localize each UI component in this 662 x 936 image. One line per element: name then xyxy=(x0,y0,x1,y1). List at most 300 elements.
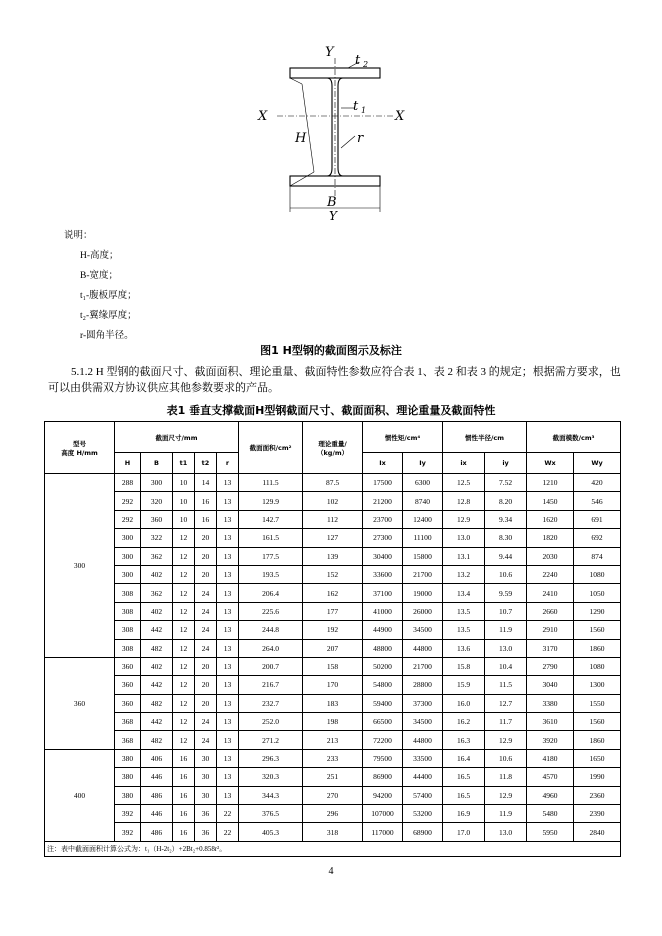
label-t1-sub: 1 xyxy=(361,106,367,115)
table-cell: 21700 xyxy=(403,565,443,583)
table-cell: 16 xyxy=(195,510,217,528)
table-cell: 225.6 xyxy=(239,602,303,620)
table-cell: 271.2 xyxy=(239,731,303,749)
table-cell: 198 xyxy=(303,713,363,731)
label-x-left: X xyxy=(258,109,268,124)
header-ix-moment: Ix xyxy=(363,453,403,474)
table-cell: 41000 xyxy=(363,602,403,620)
table-cell: 13 xyxy=(217,621,239,639)
table-cell: 11.8 xyxy=(485,768,527,786)
web-right-edge xyxy=(338,78,343,176)
table-cell: 27300 xyxy=(363,529,403,547)
table-cell: 16 xyxy=(173,823,195,841)
table-cell: 446 xyxy=(141,768,173,786)
table-cell: 442 xyxy=(141,621,173,639)
label-t2-sub: 2 xyxy=(363,60,369,69)
table-cell: 50200 xyxy=(363,657,403,675)
table-cell: 34500 xyxy=(403,713,443,731)
table-row xyxy=(45,529,621,547)
table-cell: 1080 xyxy=(574,565,621,583)
table-row xyxy=(45,823,621,841)
table-row xyxy=(45,713,621,731)
table-cell: 44800 xyxy=(403,639,443,657)
table-cell: 232.7 xyxy=(239,694,303,712)
table-cell: 10.6 xyxy=(485,565,527,583)
table-cell: 12400 xyxy=(403,510,443,528)
table-row xyxy=(45,565,621,583)
section-properties-table xyxy=(44,421,621,857)
table-cell: 244.8 xyxy=(239,621,303,639)
table-cell: 12 xyxy=(173,621,195,639)
table-cell: 28800 xyxy=(403,676,443,694)
table-cell: 12.9 xyxy=(485,731,527,749)
table-row xyxy=(45,474,621,492)
table-cell: 13 xyxy=(217,474,239,492)
table-cell: 13 xyxy=(217,768,239,786)
table-cell: 13 xyxy=(217,639,239,657)
table-cell: 3040 xyxy=(527,676,574,694)
table-cell: 6300 xyxy=(403,474,443,492)
table-cell: 9.34 xyxy=(485,510,527,528)
table-cell: 12 xyxy=(173,731,195,749)
table-cell: 12.5 xyxy=(443,474,485,492)
table-cell: 21700 xyxy=(403,657,443,675)
table-cell: 288 xyxy=(115,474,141,492)
note-item: r-圆角半径。 xyxy=(80,331,134,341)
table-cell: 13 xyxy=(217,529,239,547)
table-cell: 15800 xyxy=(403,547,443,565)
table-cell: 20 xyxy=(195,676,217,694)
table-cell: 3920 xyxy=(527,731,574,749)
table-cell: 10 xyxy=(173,492,195,510)
table-cell: 264.0 xyxy=(239,639,303,657)
table-cell: 57400 xyxy=(403,786,443,804)
table-cell: 486 xyxy=(141,786,173,804)
table-cell: 318 xyxy=(303,823,363,841)
table-cell: 2840 xyxy=(574,823,621,841)
table-cell: 22 xyxy=(217,823,239,841)
table-cell: 94200 xyxy=(363,786,403,804)
table-cell: 79500 xyxy=(363,749,403,767)
table-cell: 4960 xyxy=(527,786,574,804)
label-r: r xyxy=(357,131,364,146)
note-item: t₁-腹板厚度； xyxy=(80,291,137,301)
table-cell: 12 xyxy=(173,657,195,675)
table-cell: 20 xyxy=(195,694,217,712)
table-cell: 11.9 xyxy=(485,805,527,823)
table-cell: 24 xyxy=(195,639,217,657)
table-cell: 380 xyxy=(115,749,141,767)
table-cell: 360 xyxy=(115,657,141,675)
table-cell: 13 xyxy=(217,657,239,675)
table-cell: 16.5 xyxy=(443,786,485,804)
table-cell: 292 xyxy=(115,492,141,510)
header-inertia: 惯性矩/cm⁴ xyxy=(363,422,443,453)
table-row xyxy=(45,786,621,804)
table-cell: 26000 xyxy=(403,602,443,620)
table-cell: 13.5 xyxy=(443,602,485,620)
table-cell: 1300 xyxy=(574,676,621,694)
table-cell: 24 xyxy=(195,602,217,620)
table-cell: 13 xyxy=(217,492,239,510)
table-cell: 2240 xyxy=(527,565,574,583)
table-cell: 13 xyxy=(217,749,239,767)
table-row xyxy=(45,694,621,712)
table-cell: 402 xyxy=(141,565,173,583)
table-cell: 30 xyxy=(195,749,217,767)
table-cell: 16.2 xyxy=(443,713,485,731)
notes-title: 说明： xyxy=(64,231,93,241)
table-cell: 37100 xyxy=(363,584,403,602)
table-cell: 16 xyxy=(173,749,195,767)
table-cell: 107000 xyxy=(363,805,403,823)
table-cell: 23700 xyxy=(363,510,403,528)
table-cell: 308 xyxy=(115,621,141,639)
header-wy: Wy xyxy=(574,453,621,474)
table-cell: 308 xyxy=(115,639,141,657)
header-iy-moment: Iy xyxy=(403,453,443,474)
table-cell: 30 xyxy=(195,786,217,804)
table-cell: 16 xyxy=(173,768,195,786)
table-cell: 16.4 xyxy=(443,749,485,767)
table-cell: 320.3 xyxy=(239,768,303,786)
header-radius: 惯性半径/cm xyxy=(443,422,527,453)
table-cell: 15.9 xyxy=(443,676,485,694)
table-cell: 12.9 xyxy=(443,510,485,528)
table-cell: 1290 xyxy=(574,602,621,620)
table-cell: 1820 xyxy=(527,529,574,547)
table-cell: 402 xyxy=(141,602,173,620)
table-cell: 17.0 xyxy=(443,823,485,841)
table-cell: 4180 xyxy=(527,749,574,767)
table-cell: 36 xyxy=(195,805,217,823)
table-cell: 392 xyxy=(115,823,141,841)
table-cell: 5950 xyxy=(527,823,574,841)
table-cell: 13.0 xyxy=(485,823,527,841)
header-iy-radius: iy xyxy=(485,453,527,474)
table-cell: 72200 xyxy=(363,731,403,749)
table-cell: 34500 xyxy=(403,621,443,639)
table-cell: 8.20 xyxy=(485,492,527,510)
table-cell: 13 xyxy=(217,584,239,602)
table-cell: 111.5 xyxy=(239,474,303,492)
header-model: 型号 高度 H/mm xyxy=(45,422,115,474)
table-cell: 12 xyxy=(173,713,195,731)
table-cell: 37300 xyxy=(403,694,443,712)
table-cell: 691 xyxy=(574,510,621,528)
table-cell: 127 xyxy=(303,529,363,547)
table-cell: 193.5 xyxy=(239,565,303,583)
table-cell: 482 xyxy=(141,694,173,712)
table-cell: 442 xyxy=(141,713,173,731)
table-cell: 4570 xyxy=(527,768,574,786)
table-cell: 162 xyxy=(303,584,363,602)
table-cell: 19000 xyxy=(403,584,443,602)
table-cell: 14 xyxy=(195,474,217,492)
table-cell: 13.6 xyxy=(443,639,485,657)
note-item: B-宽度； xyxy=(80,271,119,281)
table-cell: 33500 xyxy=(403,749,443,767)
table-cell: 2790 xyxy=(527,657,574,675)
label-t2: t xyxy=(355,53,361,68)
table-body xyxy=(45,474,621,842)
table-cell: 20 xyxy=(195,529,217,547)
table-cell: 48800 xyxy=(363,639,403,657)
table-cell: 300 xyxy=(141,474,173,492)
table-cell: 10 xyxy=(173,510,195,528)
table-cell: 692 xyxy=(574,529,621,547)
table-cell: 21200 xyxy=(363,492,403,510)
table-cell: 30 xyxy=(195,768,217,786)
table-cell: 486 xyxy=(141,823,173,841)
table-cell: 10.6 xyxy=(485,749,527,767)
table-cell: 13.4 xyxy=(443,584,485,602)
table-caption: 表1 垂直支撑截面H型钢截面尺寸、截面面积、理论重量及截面特性 xyxy=(166,404,496,417)
table-cell: 368 xyxy=(115,713,141,731)
table-row xyxy=(45,731,621,749)
model-height-cell: 400 xyxy=(45,749,115,841)
table-cell: 380 xyxy=(115,768,141,786)
table-cell: 392 xyxy=(115,805,141,823)
table-cell: 252.0 xyxy=(239,713,303,731)
table-cell: 117000 xyxy=(363,823,403,841)
table-cell: 161.5 xyxy=(239,529,303,547)
table-cell: 54800 xyxy=(363,676,403,694)
table-cell: 3610 xyxy=(527,713,574,731)
table-cell: 33600 xyxy=(363,565,403,583)
table-cell: 13 xyxy=(217,676,239,694)
table-cell: 24 xyxy=(195,731,217,749)
table-cell: 12.9 xyxy=(485,786,527,804)
table-cell: 2030 xyxy=(527,547,574,565)
table-cell: 216.7 xyxy=(239,676,303,694)
table-cell: 30400 xyxy=(363,547,403,565)
table-cell: 22 xyxy=(217,805,239,823)
header-dimensions: 截面尺寸/mm xyxy=(115,422,239,453)
header-modulus: 截面模数/cm³ xyxy=(527,422,621,453)
table-cell: 152 xyxy=(303,565,363,583)
table-cell: 13 xyxy=(217,510,239,528)
page-number: 4 xyxy=(328,866,334,877)
label-h: H xyxy=(295,131,307,146)
table-cell: 15.8 xyxy=(443,657,485,675)
table-cell: 8.30 xyxy=(485,529,527,547)
table-cell: 11.9 xyxy=(485,621,527,639)
table-cell: 13.2 xyxy=(443,565,485,583)
table-cell: 13 xyxy=(217,694,239,712)
table-cell: 13.5 xyxy=(443,621,485,639)
table-cell: 10 xyxy=(173,474,195,492)
table-cell: 12 xyxy=(173,565,195,583)
table-cell: 87.5 xyxy=(303,474,363,492)
table-cell: 66500 xyxy=(363,713,403,731)
table-cell: 320 xyxy=(141,492,173,510)
table-cell: 11.5 xyxy=(485,676,527,694)
table-cell: 9.59 xyxy=(485,584,527,602)
table-cell: 20 xyxy=(195,657,217,675)
table-cell: 12 xyxy=(173,529,195,547)
table-cell: 24 xyxy=(195,713,217,731)
table-cell: 9.44 xyxy=(485,547,527,565)
table-cell: 2360 xyxy=(574,786,621,804)
table-cell: 233 xyxy=(303,749,363,767)
table-cell: 1550 xyxy=(574,694,621,712)
table-cell: 44900 xyxy=(363,621,403,639)
table-row xyxy=(45,621,621,639)
table-cell: 20 xyxy=(195,565,217,583)
table-cell: 405.3 xyxy=(239,823,303,841)
table-cell: 300 xyxy=(115,547,141,565)
table-cell: 3380 xyxy=(527,694,574,712)
header-h: H xyxy=(115,453,141,474)
table-cell: 482 xyxy=(141,731,173,749)
table-cell: 368 xyxy=(115,731,141,749)
note-item: t₂-翼缘厚度； xyxy=(80,311,137,321)
table-cell: 2390 xyxy=(574,805,621,823)
table-cell: 213 xyxy=(303,731,363,749)
figure-notes xyxy=(64,226,137,346)
table-cell: 442 xyxy=(141,676,173,694)
table-cell: 59400 xyxy=(363,694,403,712)
table-cell: 360 xyxy=(115,676,141,694)
table-row xyxy=(45,547,621,565)
table-cell: 1860 xyxy=(574,731,621,749)
table-cell: 2410 xyxy=(527,584,574,602)
table-cell: 16.3 xyxy=(443,731,485,749)
h-beam-figure xyxy=(255,40,415,220)
table-cell: 44400 xyxy=(403,768,443,786)
table-cell: 16 xyxy=(173,786,195,804)
h-dimension-line xyxy=(302,84,314,172)
table-cell: 16.9 xyxy=(443,805,485,823)
table-cell: 446 xyxy=(141,805,173,823)
table-row xyxy=(45,492,621,510)
table-cell: 7.52 xyxy=(485,474,527,492)
table-cell: 2910 xyxy=(527,621,574,639)
table-cell: 13.1 xyxy=(443,547,485,565)
table-cell: 10.7 xyxy=(485,602,527,620)
table-note: 注：表中截面面积计算公式为：t₁（H-2t₂）+2Bt₂+0.858r²。 xyxy=(45,841,621,856)
table-cell: 12.7 xyxy=(485,694,527,712)
table-cell: 139 xyxy=(303,547,363,565)
table-cell: 406 xyxy=(141,749,173,767)
table-cell: 12 xyxy=(173,547,195,565)
table-cell: 17500 xyxy=(363,474,403,492)
table-row xyxy=(45,657,621,675)
table-cell: 13 xyxy=(217,602,239,620)
table-cell: 36 xyxy=(195,823,217,841)
table-row xyxy=(45,676,621,694)
table-row xyxy=(45,510,621,528)
table-row xyxy=(45,768,621,786)
table-cell: 362 xyxy=(141,584,173,602)
table-cell: 16 xyxy=(173,805,195,823)
table-cell: 177.5 xyxy=(239,547,303,565)
table-row xyxy=(45,602,621,620)
table-cell: 1560 xyxy=(574,621,621,639)
table-cell: 308 xyxy=(115,584,141,602)
table-cell: 13.0 xyxy=(485,639,527,657)
table-cell: 296 xyxy=(303,805,363,823)
table-cell: 24 xyxy=(195,584,217,602)
header-t2: t2 xyxy=(195,453,217,474)
table-cell: 129.9 xyxy=(239,492,303,510)
table-cell: 12 xyxy=(173,639,195,657)
table-cell: 44800 xyxy=(403,731,443,749)
table-cell: 251 xyxy=(303,768,363,786)
table-cell: 13 xyxy=(217,713,239,731)
table-cell: 170 xyxy=(303,676,363,694)
table-cell: 270 xyxy=(303,786,363,804)
table-cell: 292 xyxy=(115,510,141,528)
web-left-edge xyxy=(327,78,332,176)
table-cell: 12 xyxy=(173,602,195,620)
h-beam-cross-section-drawing xyxy=(255,40,415,220)
table-cell: 13 xyxy=(217,565,239,583)
table-row xyxy=(45,639,621,657)
clause-paragraph: 5.1.2 H 型钢的截面尺寸、截面面积、理论重量、截面特性参数应符合表 1、表 2 和表 3 的规定；根据需方要求，也可以由供需双方协议供应其他参数要求的产品。 xyxy=(48,366,621,394)
table-cell: 200.7 xyxy=(239,657,303,675)
header-ix-radius: ix xyxy=(443,453,485,474)
table-cell: 402 xyxy=(141,657,173,675)
table-cell: 158 xyxy=(303,657,363,675)
table-cell: 86900 xyxy=(363,768,403,786)
table-cell: 5480 xyxy=(527,805,574,823)
table-cell: 16.5 xyxy=(443,768,485,786)
table-cell: 177 xyxy=(303,602,363,620)
table-cell: 24 xyxy=(195,621,217,639)
table-cell: 420 xyxy=(574,474,621,492)
label-b: B xyxy=(327,195,337,210)
table-cell: 53200 xyxy=(403,805,443,823)
table-cell: 1080 xyxy=(574,657,621,675)
table-cell: 13 xyxy=(217,786,239,804)
table-cell: 142.7 xyxy=(239,510,303,528)
table-cell: 183 xyxy=(303,694,363,712)
table-cell: 1860 xyxy=(574,639,621,657)
model-height-cell: 300 xyxy=(45,474,115,658)
table-cell: 13.0 xyxy=(443,529,485,547)
label-x-right: X xyxy=(395,109,405,124)
table-cell: 207 xyxy=(303,639,363,657)
table-row xyxy=(45,584,621,602)
label-y-bottom: Y xyxy=(329,209,337,220)
table-cell: 874 xyxy=(574,547,621,565)
model-height-cell: 360 xyxy=(45,657,115,749)
table-cell: 13 xyxy=(217,547,239,565)
table-cell: 380 xyxy=(115,786,141,804)
header-r: r xyxy=(217,453,239,474)
table-cell: 20 xyxy=(195,547,217,565)
table-cell: 308 xyxy=(115,602,141,620)
header-weight: 理论重量/ （kg/m） xyxy=(303,422,363,474)
table-cell: 12 xyxy=(173,584,195,602)
table-cell: 192 xyxy=(303,621,363,639)
table-cell: 362 xyxy=(141,547,173,565)
table-cell: 16.0 xyxy=(443,694,485,712)
table-cell: 12 xyxy=(173,676,195,694)
table-cell: 68900 xyxy=(403,823,443,841)
r-leader xyxy=(341,136,355,148)
table-cell: 2660 xyxy=(527,602,574,620)
table-cell: 376.5 xyxy=(239,805,303,823)
table-cell: 360 xyxy=(115,694,141,712)
table-cell: 322 xyxy=(141,529,173,547)
table-cell: 12 xyxy=(173,694,195,712)
table-cell: 10.4 xyxy=(485,657,527,675)
table-cell: 1050 xyxy=(574,584,621,602)
header-area: 截面面积/cm² xyxy=(239,422,303,474)
